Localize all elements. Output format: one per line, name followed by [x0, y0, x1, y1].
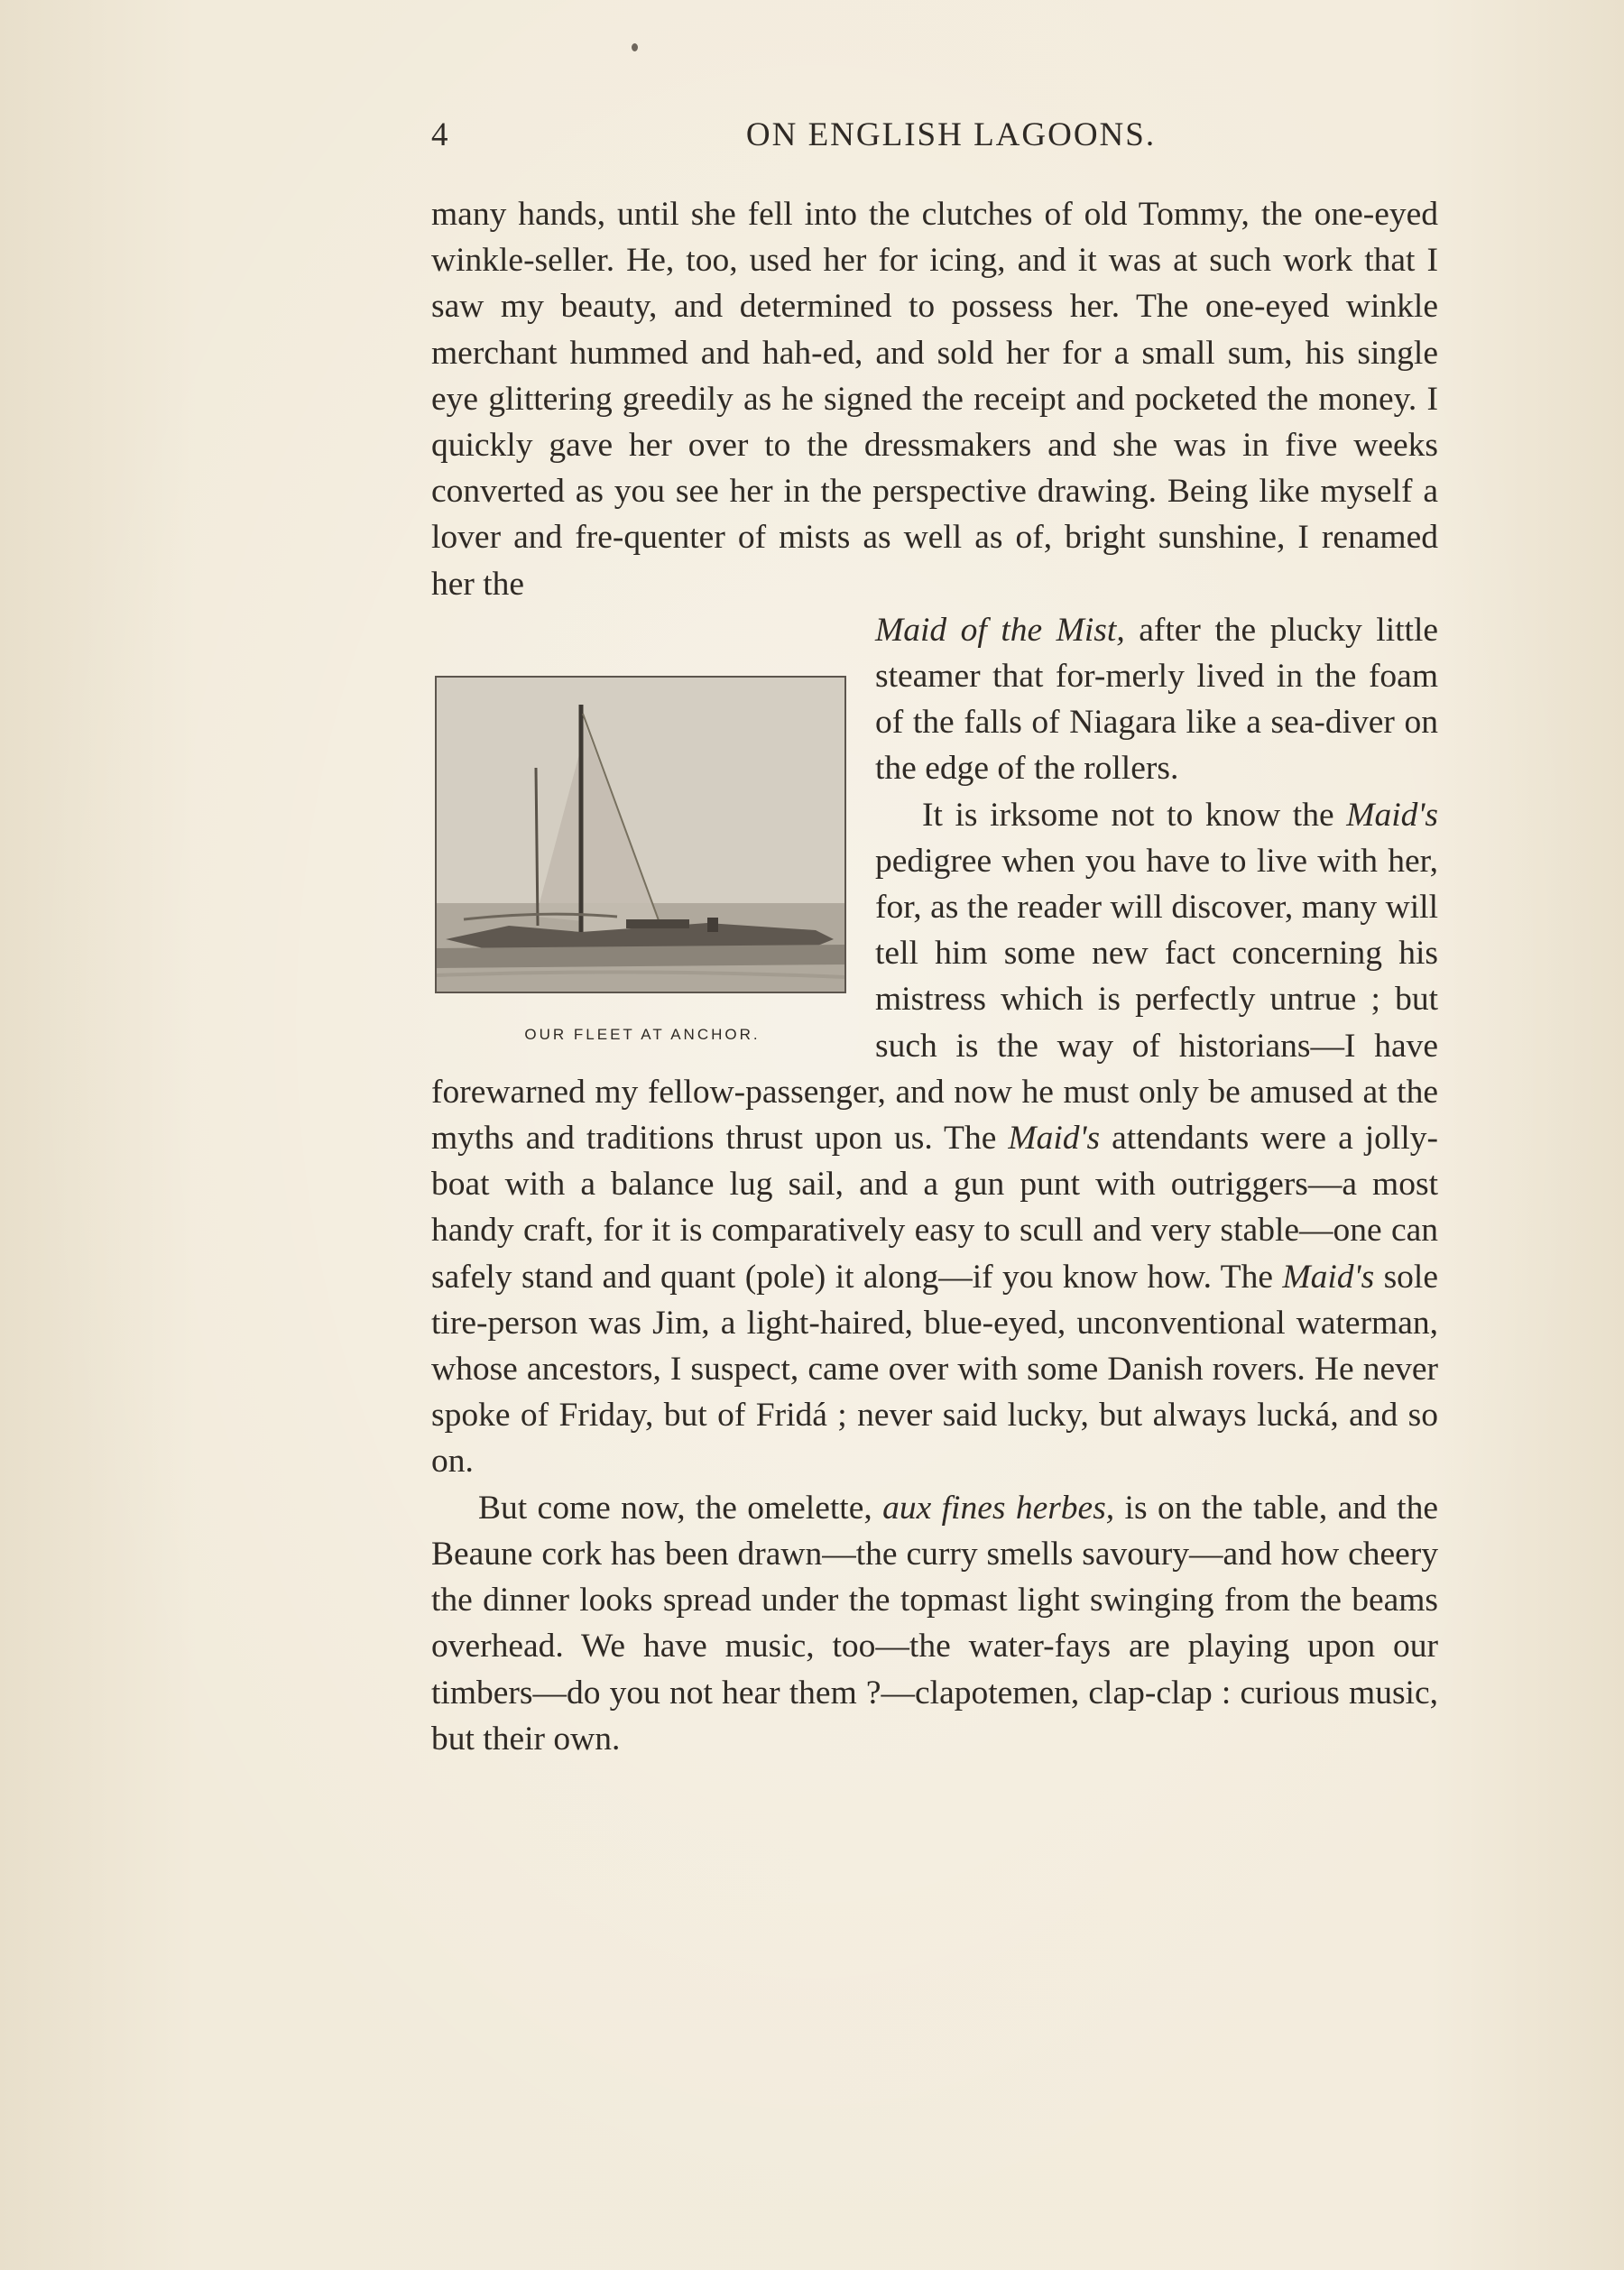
italic-text: Maid's [1282, 1258, 1375, 1296]
text-run: It is irksome not to know the [922, 796, 1347, 834]
printer-mark [632, 43, 638, 51]
running-head [431, 115, 1438, 170]
text-run: is on the table, and the Beaune cork has been drawn—the curry smells savoury—and how cheery the dinner looks spread under the topmast light swinging from the beams overhead. We have music, too—the water-fays are playing upon our timbers—do you not hear them ?—clapotemen, clap-clap : curious music, but their own. [431, 1489, 1438, 1758]
paragraph [431, 191, 1438, 607]
text-run: after the plucky little steamer that for-merly lived in the foam of the falls of Niagara like a sea-diver on the edge of the rollers. [875, 611, 1439, 788]
figure [431, 607, 854, 1055]
italic-text: Maid's [1008, 1120, 1101, 1158]
text-run: pedigree when you have to live with her, for, as the reader will discover, many will tell him some new fact concerning his mistress which is perfectly untrue ; but such is the way of historians—I have forewarned my fellow-passenger, and now he must only be amused at the myths and traditions thrust upon us. The [431, 842, 1438, 1158]
italic-text: Maid of the Mist, [875, 611, 1125, 649]
italic-text: Maid's [1346, 796, 1438, 834]
text-run: sole tire-person was Jim, a light-haired, blue-eyed, unconventional waterman, whose ancestors, I suspect, came over with some Danish rovers. He never spoke of Friday, but of Fridá ; never said lucky, but always lucká, and so on. [431, 1258, 1438, 1481]
italic-text: aux fines herbes, [882, 1489, 1115, 1527]
figure-caption: OUR FLEET AT ANCHOR. [524, 1025, 761, 1043]
text-run: attendants were a jolly-boat with a balance lug sail, and a gun punt with outriggers—a most handy craft, for it is comparatively easy to scull and very stable—one can safely stand and quant (pole) it along—if you know how. The [431, 1120, 1438, 1296]
text-run: But come now, the omelette, [478, 1489, 883, 1527]
body-text [431, 191, 1438, 1762]
boat-picture [437, 678, 844, 992]
text-run: many hands, until she fell into the clutches of old Tommy, the one-eyed winkle-seller. He, too, used her for icing, and it was at such work that I saw my beauty, and determined to possess her. The one-eyed winkle merchant hummed and hah-ed, and sold her for a small sum, his single eye glittering greedily as he signed the receipt and pocketed the money. I quickly gave her over to the dressmakers and she was in five weeks converted as you see her in the perspective drawing. Being like myself a lover and fre-quenter of mists as well as of, bright sunshine, I renamed her the [431, 196, 1438, 603]
paragraph [431, 1485, 1438, 1762]
page-number: 4 [431, 116, 449, 153]
book-title: ON ENGLISH LAGOONS. [745, 116, 1157, 153]
illustration-sailing-boat [435, 676, 846, 993]
